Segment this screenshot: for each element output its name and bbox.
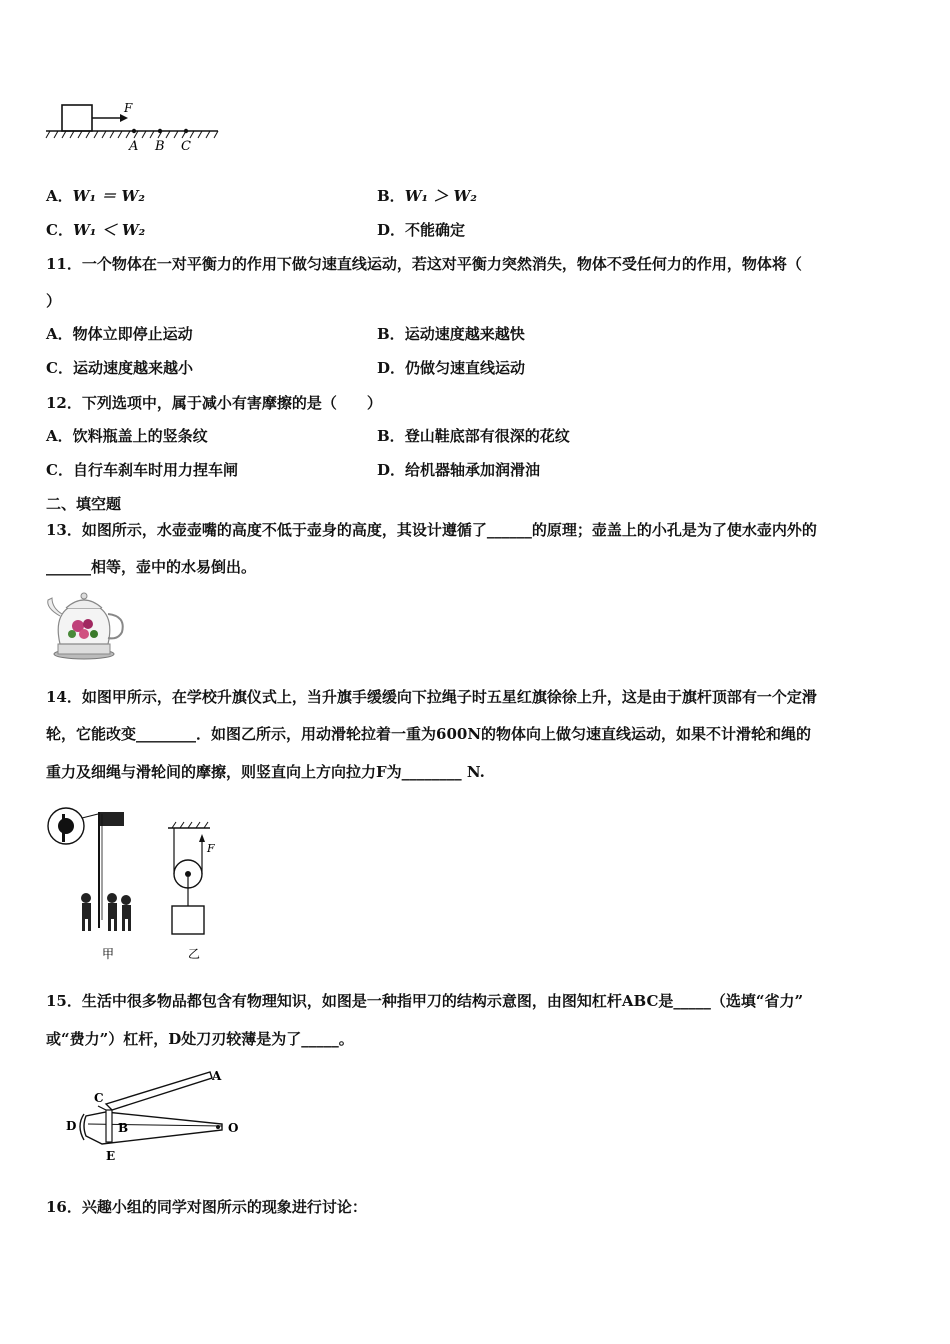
fig-force-label: F: [207, 842, 215, 855]
q14-line3: 重力及细绳与滑轮间的摩擦，则竖直向上方向拉力F为________ N.: [46, 763, 485, 781]
q11-option-b: B．运动速度越来越快: [377, 325, 525, 343]
q11-option-a: A．物体立即停止运动: [46, 325, 193, 343]
q11-stem-line1: 11．一个物体在一对平衡力的作用下做匀速直线运动，若这对平衡力突然消失，物体不受任何力的作用，物体将（: [46, 255, 802, 273]
label-o: O: [228, 1121, 239, 1135]
label-e: E: [106, 1149, 116, 1163]
q12-option-b: B．登山鞋底部有很深的花纹: [377, 427, 570, 445]
q11-option-d: D．仍做匀速直线运动: [377, 359, 526, 377]
label-b: B: [118, 1121, 129, 1135]
q12-option-a: A．饮料瓶盖上的竖条纹: [46, 427, 208, 445]
q13-line2: ______相等，壶中的水易倒出。: [46, 558, 257, 576]
q13-line1: 13．如图所示，水壶壶嘴的高度不低于壶身的高度，其设计遵循了______的原理；壶盖上的小孔是为了使水壶内外的: [46, 521, 817, 539]
label-a: A: [212, 1069, 222, 1083]
fig-jia-label: 甲: [102, 947, 115, 961]
q16-line1: 16．兴趣小组的同学对图所示的现象进行讨论：: [46, 1198, 367, 1216]
q12-option-c: C．自行车刹车时用力捏车闸: [46, 461, 238, 479]
point-a-label: A: [129, 139, 139, 154]
block-force-figure: [44, 100, 224, 156]
label-c: C: [94, 1091, 104, 1105]
force-label: F: [124, 101, 133, 115]
q10-option-a: A．W₁ ＝ W₂: [46, 187, 145, 205]
q15-line1: 15．生活中很多物品都包含有物理知识，如图是一种指甲刀的结构示意图，由图知杠杆ABC是_____（选填“省力”: [46, 992, 804, 1010]
fig-yi-label: 乙: [188, 947, 201, 961]
q14-line2: 轮，它能改变________．如图乙所示，用动滑轮拉着一重为600N的物体向上做匀速直线运动，如果不计滑轮和绳的: [46, 725, 812, 743]
q15-line2: 或“费力”）杠杆，D处刀刃较薄是为了_____。: [46, 1030, 354, 1048]
q10-option-c: C．W₁ ＜ W₂: [46, 221, 146, 239]
q10-option-d: D．不能确定: [377, 221, 466, 239]
label-d: D: [66, 1119, 77, 1133]
q10-option-b: B．W₁ ＞ W₂: [377, 187, 477, 205]
q12-option-d: D．给机器轴承加润滑油: [377, 461, 541, 479]
q11-option-c: C．运动速度越来越小: [46, 359, 193, 377]
q14-line1: 14．如图甲所示，在学校升旗仪式上，当升旗手缓缓向下拉绳子时五星红旗徐徐上升，这是由于旗杆顶部有一个定滑: [46, 688, 817, 706]
q12-stem: 12．下列选项中，属于减小有害摩擦的是（ ）: [46, 394, 382, 412]
section-title: 二、填空题: [46, 495, 122, 513]
flagpole-pulley-figure: [44, 800, 224, 964]
nail-clipper-figure: [62, 1064, 244, 1166]
point-c-label: C: [181, 139, 191, 154]
q11-stem-line2: ）: [46, 292, 62, 310]
kettle-image: [44, 588, 130, 662]
point-b-label: B: [155, 139, 165, 154]
